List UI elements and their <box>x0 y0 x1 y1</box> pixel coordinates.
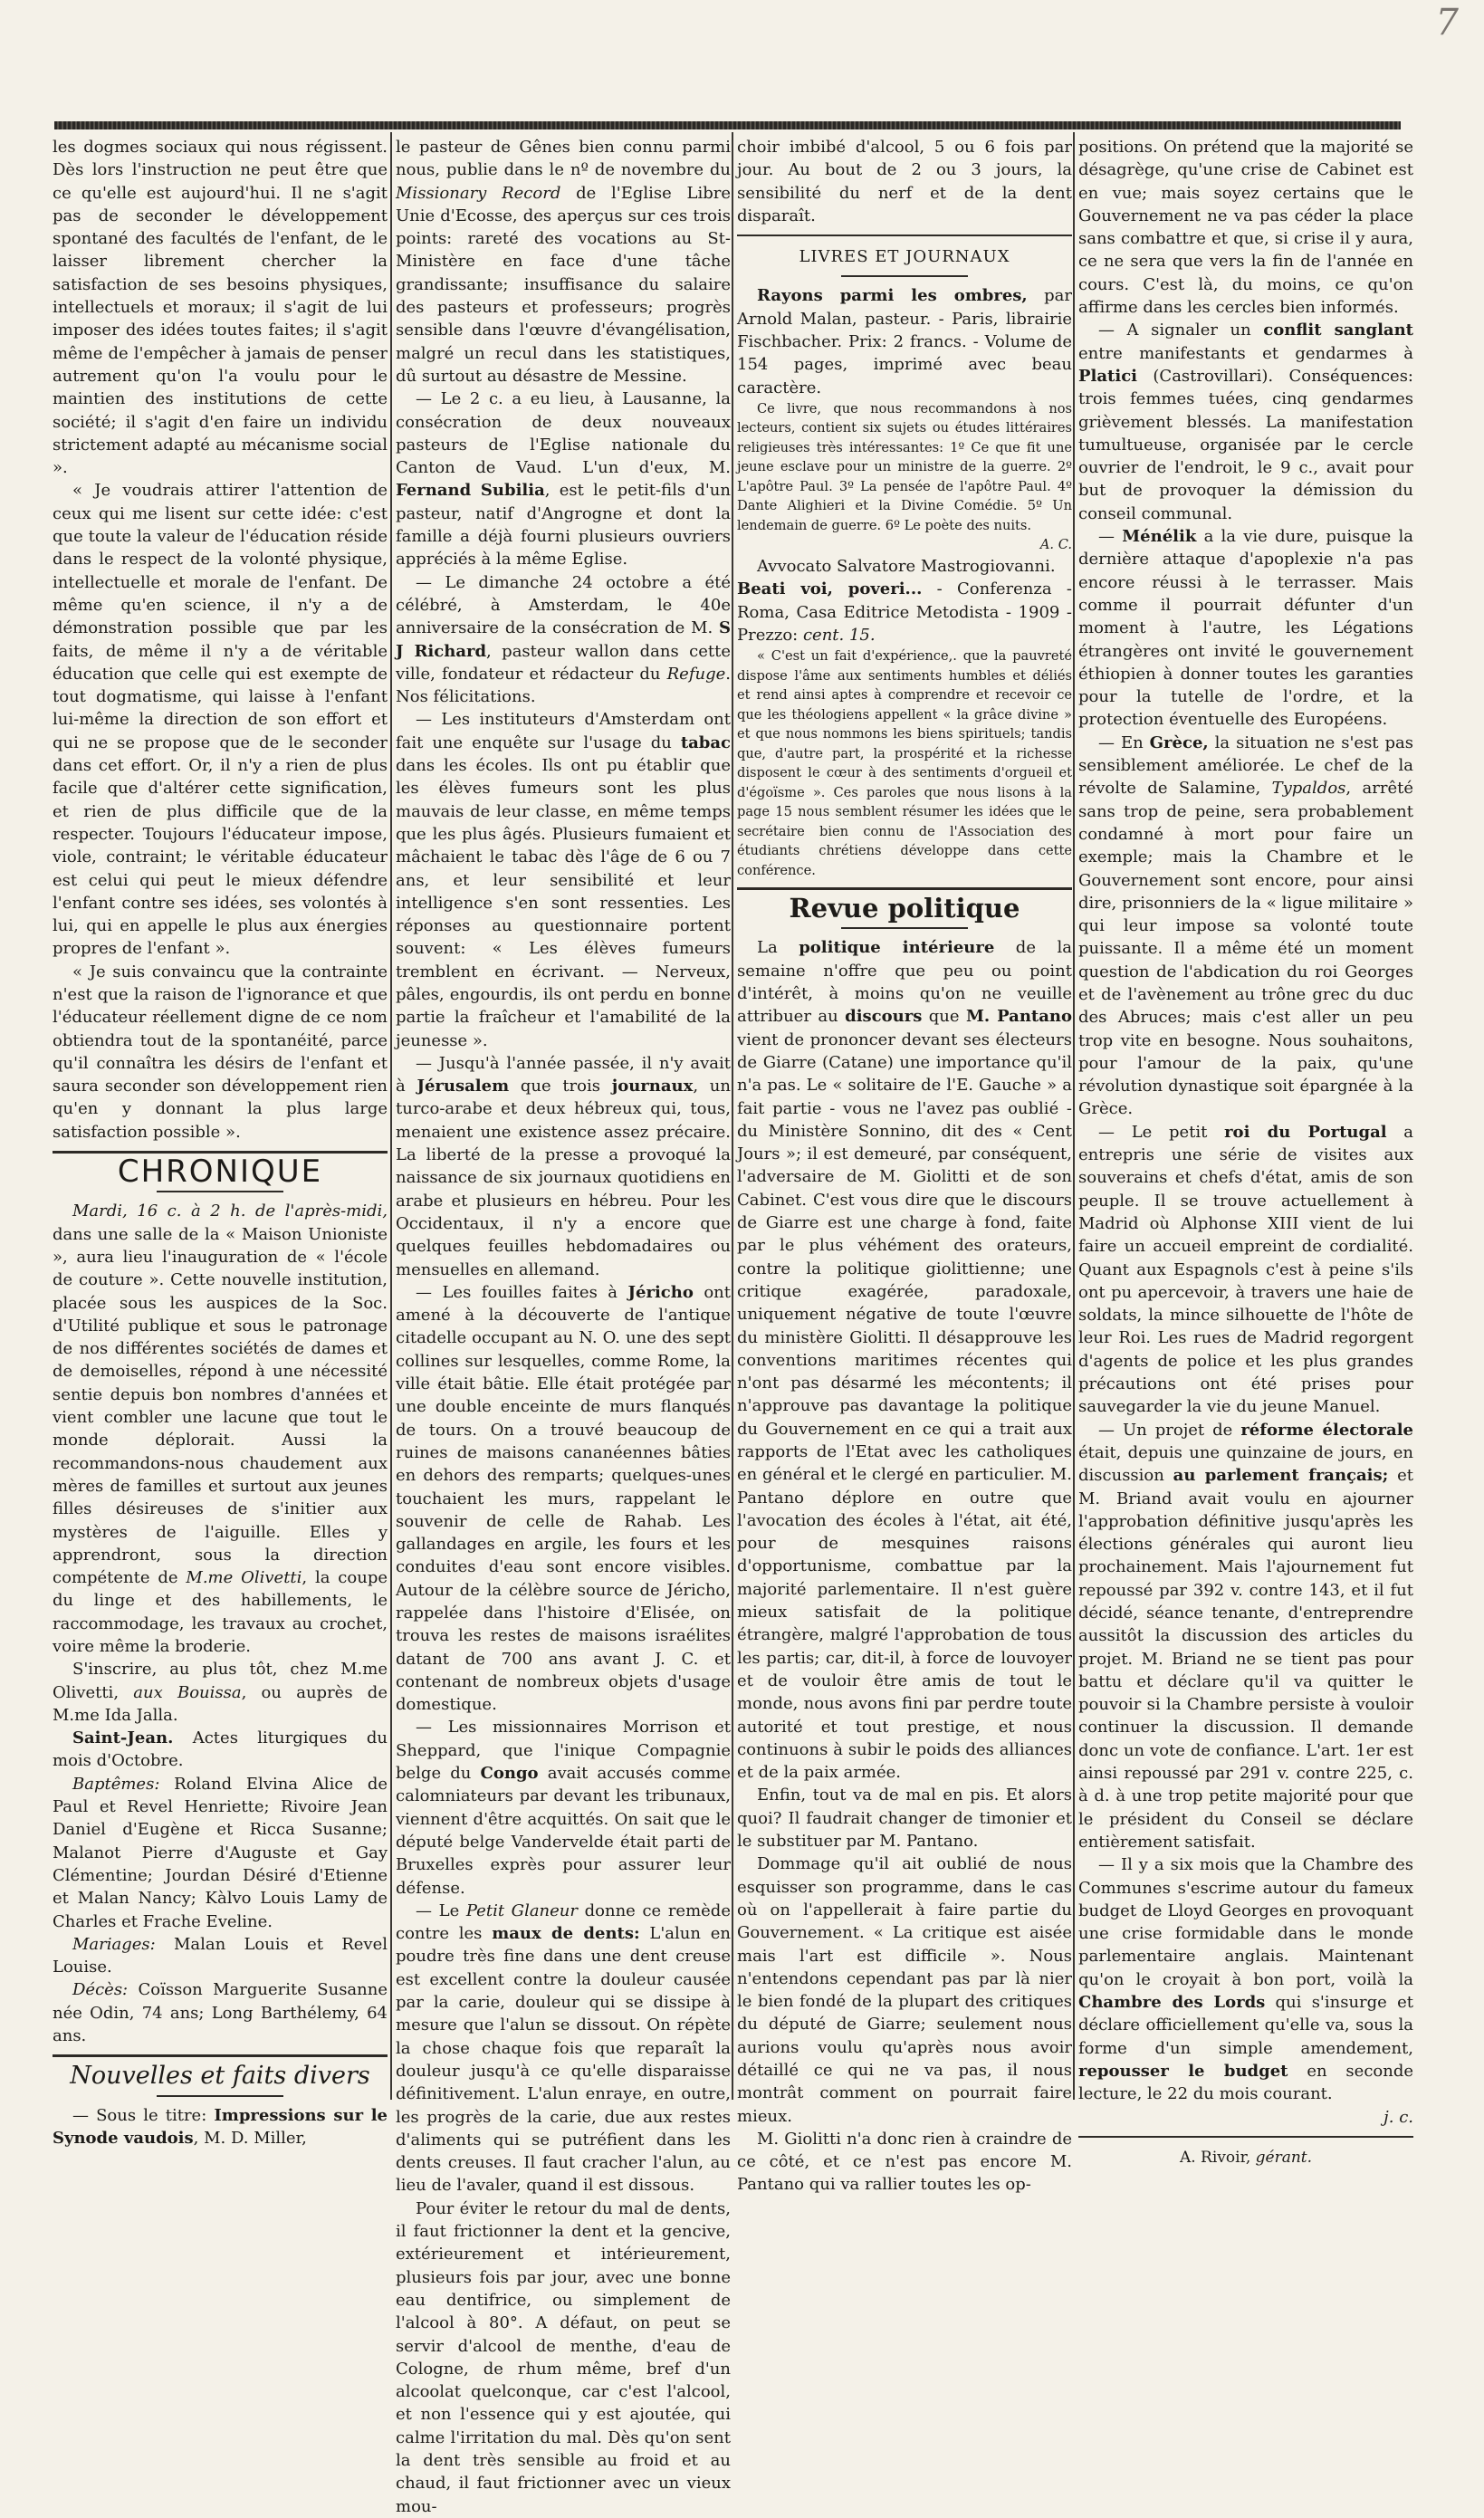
paragraph: — Jusqu'à l'année passée, il n'y avait à Jérusalem que trois journaux, un turco-arabe et deux hébreux qui, tous, menaient une existence assez précaire. La liberté de la presse a provoqué la naissance de six journaux quotidiens en arabe et plusieurs en hébreu. Pour les Occidentaux, il n'y a encore que quelques feuilles hebdomadaires ou mensuelles en allemand. <box>396 1053 731 1279</box>
column-divider <box>1073 132 1075 2100</box>
paragraph: Saint-Jean. Actes liturgiques du mois d'Octobre. <box>53 1728 388 1771</box>
section-rule <box>737 887 1072 890</box>
signature: j. c. <box>1383 2107 1413 2127</box>
paragraph: — Le Petit Glaneur donne ce remède contre les maux de dents: L'alun en poudre très fine dans une dent creuse est excellent contre la douleur causée par la carie, douleur qui se dissipe à mesure que l'alun se dissout. On répète la chose chaque fois que reparaît la douleur jusqu'à ce qu'elle disparaisse définitivement. L'alun enraye, en outre, les progrès de la carie, due aux restes d'aliments qui se putréfient dans les dents creuses. Il faut cracher l'alun, au lieu de l'avaler, quand il est dissous. <box>396 1900 731 2196</box>
paragraph: Enfin, tout va de mal en pis. Et alors quoi? Il faudrait changer de timonier et le substituer par M. Pantano. <box>737 1786 1072 1852</box>
section-rule <box>841 275 969 277</box>
section-rule <box>841 927 969 929</box>
paragraph: Mardi, 16 c. à 2 h. de l'après-midi, dans une salle de la « Maison Unioniste », aura lieu l'inauguration de « l'école de couture ». Cette nouvelle institution, placée sous les auspices de la Soc. d'Utilité publique et sous le patronage de nos différentes sociétés de dames et de demoiselles, répond à une nécessité sentie depuis bon nombres d'années et vient combler une lacune que tout le monde déplorait. Aussi la recommandons-nous chaudement aux mères de familles et surtout aux jeunes filles désireuses de s'initier aux mystères de l'aiguille. Elles y apprendront, sous la direction compétente de M.me Olivetti, la coupe du linge et des habillements, le raccommodage, les travaux au crochet, voire même la broderie. <box>53 1202 388 1656</box>
column-divider <box>732 132 733 2100</box>
column-3 <box>737 136 1072 2195</box>
paragraph: choir imbibé d'alcool, 5 ou 6 fois par jour. Au bout de 2 ou 3 jours, la sensibilité du nerf et de la dent disparaît. <box>737 138 1072 225</box>
review: « C'est un fait d'expérience,. que la pauvreté dispose l'âme aux sentiments humbles et déliés et rend ainsi aptes à comprendre et recevoir ce que les théologiens appellent « la grâce divine » et que nous nommons les biens spirituels; tandis que, d'autre part, la prospérité et la richesse disposent le cœur à des sentiments d'orgueil et d'égoïsme ». Ces paroles que nous lisons à la page 15 nous semblent résumer les idées que le secrétaire bien connu de l'Association des étudiants chrétiens développe dans cette conférence. <box>737 648 1072 878</box>
paragraph: M. Giolitti n'a donc rien à craindre de ce côté, et ce n'est pas encore M. Pantano qui va rallier toutes les op- <box>737 2129 1072 2195</box>
paragraph: S'inscrire, au plus tôt, chez M.me Olivetti, aux Bouissa, ou auprès de M.me Ida Jalla. <box>53 1660 388 1725</box>
paragraph: — A signaler un conflit sanglant entre manifestants et gendarmes à Platici (Castrovillari). Conséquences: trois femmes tuées, cinq gendarmes grièvement blessés. La manifestation tumultueuse, organisée par le cercle ouvrier de l'endroit, le 9 c., avait pour but de provoquer la démission du conseil communal. <box>1078 321 1413 523</box>
paragraph: — Les fouilles faites à Jéricho ont amené à la découverte de l'antique citadelle occupant au N. O. une des sept collines sur lesquelles, comme Rome, la ville était bâtie. Elle était protégée par une double enceinte de murs flanqués de tours. On a trouvé beaucoup de ruines de maisons cananéennes bâties en dehors des remparts; quelques-unes touchaient les murs, rappelant le souvenir de celle de Rahab. Les gallandages en argile, les fours et les conduites d'eau sont encore visibles. Autour de la célèbre source de Jéricho, rappelée dans l'histoire d'Elisée, on trouva les restes de maisons israélites datant de 700 ans avant J. C. et contenant de nombreux objets d'usage domestique. <box>396 1282 731 1715</box>
paragraph: — Ménélik a la vie dure, puisque la dernière attaque d'apoplexie n'a pas encore réussi à le terrasser. Mais comme il pourrait défunter d'un moment à l'autre, les Légations étrangères ont invité le gouvernement éthiopien à donner toutes les garanties pour la tutelle de l'ordre, et la protection éventuelle des Européens. <box>1078 527 1413 730</box>
book-title: Rayons parmi les ombres, <box>757 286 1028 306</box>
page-number: 7 <box>1435 2 1459 43</box>
parish-name: Saint-Jean. <box>72 1728 174 1748</box>
paragraph: Décès: Coïsson Marguerite Susanne née Odin, 74 ans; Long Barthélemy, 64 ans. <box>53 1980 388 2046</box>
chronique-date: Mardi, 16 c. à 2 h. de l'après-midi, <box>72 1202 388 1221</box>
paragraph: Rayons parmi les ombres, par Arnold Malan, pasteur. - Paris, librairie Fischbacher. Prix: 2 francs. - Volume de 154 pages, imprimé avec beau caractère. <box>737 286 1072 397</box>
section-rule <box>737 235 1072 236</box>
paragraph: — Un projet de réforme électorale était, depuis une quinzaine de jours, en discussion au parlement français; et M. Briand avait voulu en ajourner l'approbation définitive jusqu'après les élections générales qui auront lieu prochainement. Mais l'ajournement fut repoussé par 392 v. contre 143, et il fut décidé, séance tenante, d'entreprendre aussitôt la discussion des articles du projet. M. Briand ne se tient pas pour battu et déclare qu'il va quitter le pouvoir si la Chambre persiste à vouloir continuer la discussion. Il demande donc un vote de confiance. L'art. 1er est ainsi repoussé par 291 v. contre 225, c. à d. à une trop petite majorité pour que le président du Conseil se déclare entièrement satisfait. <box>1078 1420 1414 1852</box>
paragraph: — Le 2 c. a eu lieu, à Lausanne, la consécration de deux nouveaux pasteurs de l'Eglise nationale du Canton de Vaud. L'un d'eux, M. Fernand Subilia, est le petit-fils d'un pasteur, natif d'Angrogne et dont la famille a déjà fourni plusieurs ouvriers appréciés à la même Eglise. <box>396 389 731 570</box>
gerant-line: A. Rivoir, gérant. <box>1179 2148 1313 2167</box>
paragraph: les dogmes sociaux qui nous régissent. Dès lors l'instruction ne peut être que ce qu'elle est aujourd'hui. Il ne s'agit pas de seconder le développement spontané des facultés de l'enfant, de le laisser librement chercher la satisfaction de ses besoins physiques, intellectuels et moraux; il s'agit de lui imposer des idées toutes faites; il s'agit même de l'empêcher à jamais de penser autrement qu'on l'a voulu pour le maintien des institutions de cette société; il s'agit d'en faire un individu strictement adapté au mécanisme social ». <box>53 138 388 478</box>
section-rule <box>1078 2136 1413 2138</box>
book-title: Beati voi, poveri... <box>737 579 923 599</box>
nouvelles-heading: Nouvelles et faits divers <box>70 2062 370 2091</box>
signature: A. C. <box>1039 537 1072 553</box>
column-2 <box>396 136 731 2516</box>
paragraph: Baptêmes: Roland Elvina Alice de Paul et Revel Henriette; Rivoire Jean Daniel d'Eugène et Ricca Susanne; Malanot Pierre d'Auguste et Gay Clémentine; Jourdan Désiré d'Etienne et Malan Nancy; Kàlvo Louis Lamy de Charles et Frache Eveline. <box>53 1774 388 1931</box>
review: Ce livre, que nous recommandons à nos lecteurs, contient six sujets ou études littéraires religieuses très intéressantes: 1º Ce que fit une jeune esclave pour un ministre de la guerre. 2º L'apôtre Paul. 3º La pensée de l'apôtre Paul. 4º Dante Alighieri et la Divine Comédie. 5º Un lendemain de guerre. 6º Le poète des nuits. <box>737 400 1072 533</box>
section-rule <box>157 1191 284 1192</box>
column-1 <box>53 136 388 2148</box>
paragraph: — Le dimanche 24 octobre a été célébré, à Amsterdam, le 40e anniversaire de la consécration de M. S J Richard, pasteur wallon dans cette ville, fondateur et rédacteur du Refuge. Nos félicitations. <box>396 572 731 707</box>
paragraph: — Les instituteurs d'Amsterdam ont fait une enquête sur l'usage du tabac dans les écoles. Ils ont pu établir que les élèves fumeurs sont les plus mauvais de leur classe, en même temps que les plus âgés. Plusieurs fumaient et mâchaient le tabac dès l'âge de 6 ou 7 ans, et leur sensibilité et leur intelligence s'en sont ressenties. Les réponses au questionnaire portent souvent: « Les élèves fumeurs tremblent en écrivant. — Nerveux, pâles, engourdis, ils ont perdu en bonne partie la fraîcheur et l'amabilité de la jeunesse ». <box>396 710 731 1050</box>
paragraph: le pasteur de Gênes bien connu parmi nous, publie dans le nº de novembre du Missionary Record de l'Eglise Libre Unie d'Ecosse, des aperçus sur ces trois points: rareté des vocations au St-Ministère en face d'une tâche grandissante; insuffisance du salaire des pasteurs et professeurs; progrès sensible dans l'œuvre d'évangélisation, malgré un recul dans les statistiques, dû surtout au désastre de Messine. <box>396 138 731 386</box>
column-4 <box>1078 136 1414 2167</box>
paragraph: Beati voi, poveri... - Conferenza - Roma, Casa Editrice Metodista - 1909 - Prezzo: cent. 15. <box>737 579 1072 645</box>
revue-heading: Revue politique <box>789 893 1020 924</box>
paragraph: Mariages: Malan Louis et Revel Louise. <box>53 1934 388 1977</box>
paragraph: — Il y a six mois que la Chambre des Communes s'escrime autour du fameux budget de Lloyd Georges en provoquant une crise formidable dans le monde parlementaire anglais. Maintenant qu'on le croyait à bon port, voilà la Chambre des Lords qui s'insurge et déclare officiellement qu'elle va, sous la forme d'un simple amendement, repousser le budget en seconde lecture, le 22 du mois courant. <box>1078 1855 1413 2104</box>
paragraph: Dommage qu'il ait oublié de nous esquisser son programme, dans le cas où on l'appellerait à faire partie du Gouvernement. « La critique est aisée mais l'art est difficile ». Nous n'entendons cependant pas par là nier le bien fondé de la plupart des critiques du député de Giarre; seulement nous aurions voulu qu'après nous avoir détaillé ce qui ne va pas, il nous montrât comment on pourrait faire mieux. <box>737 1854 1072 2126</box>
paragraph: Avvocato Salvatore Mastrogiovanni. <box>757 556 1056 576</box>
livres-heading: LIVRES ET JOURNAUX <box>799 247 1010 267</box>
paragraph: Pour éviter le retour du mal de dents, il faut frictionner la dent et la gencive, extérieurement et intérieurement, plusieurs fois par jour, avec une bonne eau dentifrice, ou simplement de l'alcool à 80°. A défaut, on peut se servir d'alcool de menthe, d'eau de Cologne, de rhum même, bref d'un alcoolat quelconque, car c'est l'alcool, et non l'essence qui y est ajoutée, qui calme l'irritation du mal. Dès qu'on sent la dent très sensible au froid et au chaud, il faut frictionner avec un vieux mou- <box>396 2198 731 2516</box>
paragraph: — Sous le titre: Impressions sur le Synode vaudois, M. D. Miller, <box>53 2105 388 2148</box>
paragraph: « Je suis convaincu que la contrainte n'est que la raison de l'ignorance et que l'éducateur réellement digne de ce nom obtiendra tout de la spontanéité, parce qu'il connaîtra les désirs de l'enfant et saura seconder son développement rien qu'en y donnant la plus large satisfaction possible ». <box>53 962 388 1142</box>
paragraph: — Les missionnaires Morrison et Sheppard, que l'inique Compagnie belge du Congo avait accusés comme calomniateurs par devant les tribunaux, viennent d'être acquittés. On sait que le député belge Vandervelde était parti de Bruxelles exprès pour assurer leur défense. <box>396 1718 731 1898</box>
header-rule <box>54 121 1401 129</box>
paragraph: — Le petit roi du Portugal a entrepris une série de visites aux souverains et chefs d'état, amis de son peuple. Il se trouve actuellement à Madrid où Alphonse XIII vient de lui faire un accueil empreint de cordialité. Quant aux Espagnols c'est à peine s'ils ont pu apercevoir, à travers une haie de soldats, la mince silhouette de l'hôte de leur Roi. Les rues de Madrid regorgent d'agents de police et les plus grandes précautions ont été prises pour sauvegarder la vie du jeune Manuel. <box>1078 1122 1413 1417</box>
section-rule <box>53 2054 388 2057</box>
column-divider <box>390 132 392 2100</box>
paragraph: — En Grèce, la situation ne s'est pas sensiblement améliorée. Le chef de la révolte de Salamine, Typaldos, arrêté sans trop de peine, sera probablement condamné à mort pour faire un exemple; mais la Chambre et le Gouvernement sont encore, pour ainsi dire, prisonniers de la « ligue militaire » qui leur impose sa volonté toute puissante. Il a même été un moment question de l'abdication du roi Georges et de l'avènement au trône grec du duc des Abruces; mais c'est aller un peu trop vite en besogne. Nous souhaitons, pour l'amour de la paix, qu'une révolution dynastique soit épargnée à la Grèce. <box>1078 732 1413 1119</box>
paragraph: La politique intérieure de la semaine n'offre que peu ou point d'intérêt, à moins qu'on ne veuille attribuer au discours que M. Pantano vient de prononcer devant ses électeurs de Giarre (Catane) une importance qu'il n'a pas. Le « solitaire de l'E. Gauche » a fait partie - vous ne l'avez pas oublié - du Ministère Sonnino, dit des « Cent Jours »; il est demeuré, par conséquent, l'adversaire de M. Giolitti et de son Cabinet. C'est vous dire que le discours de Giarre est une charge à fond, faite par le plus véhément des orateurs, contre la politique giolittienne; une critique exagérée, paradoxale, uniquement négative de toute l'œuvre du ministère Giolitti. Il désapprouve les conventions maritimes récentes qui n'ont pas désarmé les mécontents; il n'approuve pas davantage la politique du Gouvernement en ce qui a trait aux rapports de l'Etat avec les catholiques en général et le clergé en particulier. M. Pantano déplore en outre que l'avocation des écoles à l'état, ait été, pour de mesquines raisons d'opportunisme, combattue par la majorité parlementaire. Il n'est guère mieux satisfait de la politique étrangère, malgré l'approbation de tous les partis; car, dit-il, à force de louvoyer et de vouloir être amis de tout le monde, nous avons fini par perdre toute autorité et tout prestige, et nous continuons à subir le poids des alliances et de la paix armée. <box>737 938 1072 1783</box>
paragraph: positions. On prétend que la majorité se désagrège, qu'une crise de Cabinet est en vue; mais soyez certains que le Gouvernement ne va pas céder la place sans combattre et que, si crise il y aura, ce ne sera que vers la fin de l'année en cours. C'est là, du moins, ce qu'on affirme dans les cercles bien informés. <box>1078 138 1413 318</box>
section-rule <box>157 2095 284 2097</box>
chronique-heading: CHRONIQUE <box>117 1154 323 1191</box>
paragraph: « Je voudrais attirer l'attention de ceux qui me lisent sur cette idée: c'est que toute la valeur de l'éducation réside dans le respect de la volonté physique, intellectuelle et morale de l'enfant. De même qu'en science, il n'y a de démonstration possible que par les faits, de même il n'y a de véritable éducation que celle qui est exempte de tout dogmatisme, qui laisse à l'enfant lui-même la direction de son effort et qui ne se propose que de le seconder dans cet effort. Or, il n'y a rien de plus facile que d'altérer cette signification, et rien de plus difficile que de la respecter. Toujours l'éducateur impose, viole, contraint; le véritable éducateur est celui qui peut le mieux défendre l'enfant contre ses idées, ses volontés à lui, qui en appelle le plus aux énergies propres de l'enfant ». <box>53 481 388 959</box>
